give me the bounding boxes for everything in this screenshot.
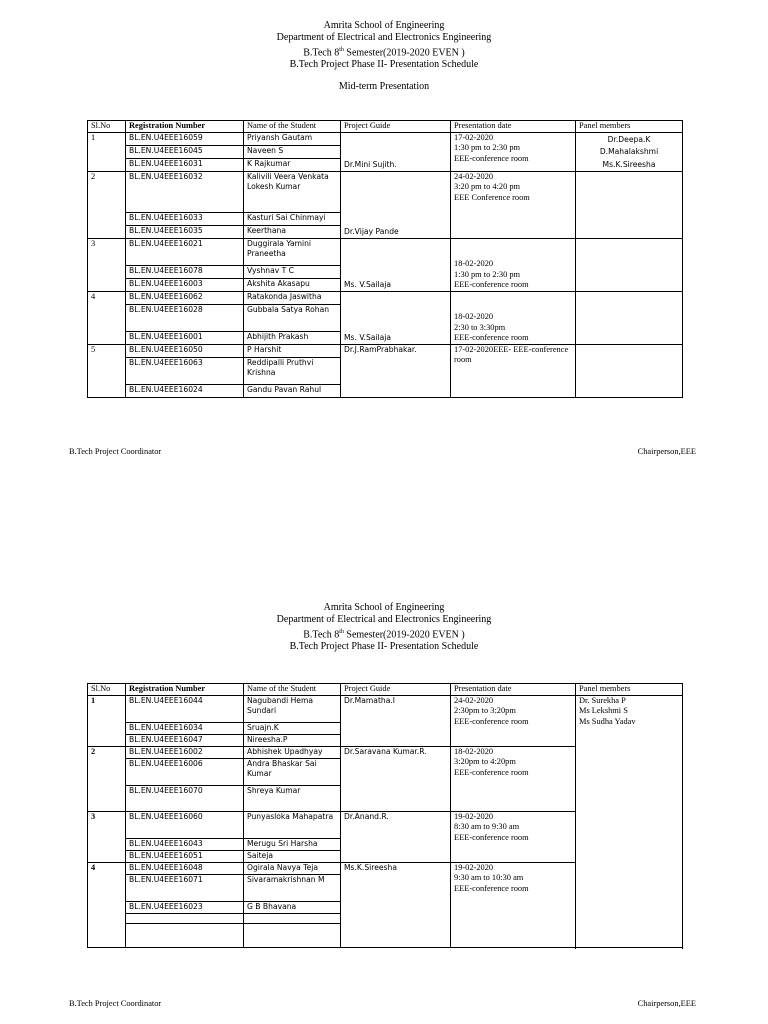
registration-number: BL.EN.U4EEE16047 xyxy=(126,734,244,746)
registration-number: BL.EN.U4EEE16045 xyxy=(126,145,244,158)
registration-number: BL.EN.U4EEE16051 xyxy=(126,850,244,862)
presentation-date: 18-02-2020 2:30 to 3:30pm EEE-conference room xyxy=(451,291,576,344)
sl-number: 4 xyxy=(88,291,126,344)
col-registration-number: Registration Number xyxy=(126,684,244,696)
student-name: G B Bhavana xyxy=(244,901,341,913)
registration-number: BL.EN.U4EEE16024 xyxy=(126,384,244,397)
department-name: Department of Electrical and Electronics Engineering xyxy=(276,32,492,43)
student-name-empty xyxy=(244,923,341,947)
student-name: Ratakonda Jaswitha xyxy=(244,291,341,304)
student-name: Merugu Sri Harsha xyxy=(244,838,341,850)
schedule-table-1 xyxy=(87,120,683,398)
schedule-table-2 xyxy=(87,683,683,948)
registration-number: BL.EN.U4EEE16031 xyxy=(126,158,244,171)
student-name: Duggirala Yamini Praneetha xyxy=(244,238,341,265)
panel-members-empty xyxy=(576,238,683,291)
registration-number-empty xyxy=(126,913,244,923)
chairperson-signature-label: Chairperson,EEE xyxy=(637,999,696,1008)
student-name: K Rajkumar xyxy=(244,158,341,171)
panel-members-empty xyxy=(576,344,683,397)
chairperson-signature-label: Chairperson,EEE xyxy=(637,447,696,456)
sl-number: 2 xyxy=(88,171,126,238)
student-name: P Harshit xyxy=(244,344,341,357)
registration-number: BL.EN.U4EEE16023 xyxy=(126,901,244,913)
registration-number: BL.EN.U4EEE16050 xyxy=(126,344,244,357)
col-registration-number: Registration Number xyxy=(126,121,244,133)
registration-number: BL.EN.U4EEE16001 xyxy=(126,331,244,344)
panel-members: Dr. Surekha P Ms Lekshmi S Ms Sudha Yadav xyxy=(576,695,683,948)
student-name: Priyansh Gautam xyxy=(244,132,341,145)
page1-header xyxy=(0,20,768,93)
col-project-guide: Project Guide xyxy=(341,121,451,133)
project-guide: Ms.K.Sireesha xyxy=(341,862,451,947)
panel-members-empty xyxy=(576,291,683,344)
student-name: Gubbala Satya Rohan xyxy=(244,304,341,331)
col-panel-members: Panel members xyxy=(576,121,683,133)
project-guide: Dr.Anand.R. xyxy=(341,811,451,862)
table-row xyxy=(88,695,683,722)
presentation-date: 17-02-2020EEE- EEE-conference room xyxy=(451,344,576,397)
presentation-date: 19-02-2020 8:30 am to 9:30 am EEE-conference room xyxy=(451,811,576,862)
registration-number: BL.EN.U4EEE16035 xyxy=(126,225,244,238)
project-guide: Dr.Mamatha.I xyxy=(341,695,451,746)
registration-number: BL.EN.U4EEE16034 xyxy=(126,722,244,734)
student-name: Keerthana xyxy=(244,225,341,238)
student-name: Andra Bhaskar Sai Kumar xyxy=(244,758,341,785)
registration-number: BL.EN.U4EEE16078 xyxy=(126,265,244,278)
registration-number: BL.EN.U4EEE16060 xyxy=(126,811,244,838)
school-name: Amrita School of Engineering xyxy=(323,20,445,31)
table-row xyxy=(88,291,683,304)
registration-number: BL.EN.U4EEE16043 xyxy=(126,838,244,850)
presentation-date: 24-02-2020 3:20 pm to 4:20 pm EEE Conference room xyxy=(451,171,576,238)
col-sl-no: Sl.No xyxy=(88,684,126,696)
student-name: Punyasloka Mahapatra xyxy=(244,811,341,838)
sl-number: 5 xyxy=(88,344,126,397)
school-name: Amrita School of Engineering xyxy=(323,602,445,613)
project-guide: Dr.Saravana Kumar.R. xyxy=(341,746,451,811)
panel-members: Dr.Deepa.K D.Mahalakshmi Ms.K.Sireesha xyxy=(576,132,683,171)
student-name: Reddipalli Pruthvi Krishna xyxy=(244,357,341,384)
project-guide: Ms. V.Sailaja xyxy=(341,291,451,344)
presentation-date: 18-02-2020 1:30 pm to 2:30 pm EEE-conference room xyxy=(451,238,576,291)
schedule-subtitle: Mid-term Presentation xyxy=(338,81,430,93)
student-name: Gandu Pavan Rahul xyxy=(244,384,341,397)
registration-number: BL.EN.U4EEE16006 xyxy=(126,758,244,785)
registration-number: BL.EN.U4EEE16059 xyxy=(126,132,244,145)
student-name: Abhijith Prakash xyxy=(244,331,341,344)
student-name: Abhishek Upadhyay xyxy=(244,746,341,758)
schedule-title: B.Tech Project Phase II- Presentation Schedule xyxy=(289,641,479,653)
presentation-date: 19-02-2020 9:30 am to 10:30 am EEE-conference room xyxy=(451,862,576,947)
registration-number: BL.EN.U4EEE16028 xyxy=(126,304,244,331)
registration-number: BL.EN.U4EEE16021 xyxy=(126,238,244,265)
col-student-name: Name of the Student xyxy=(244,121,341,133)
sl-number: 4 xyxy=(88,862,126,947)
project-guide: Dr.J.RamPrabhakar. xyxy=(341,344,451,397)
table-row xyxy=(88,132,683,145)
sl-number: 3 xyxy=(88,811,126,862)
coordinator-signature-label: B.Tech Project Coordinator xyxy=(69,447,162,456)
student-name: Saiteja xyxy=(244,850,341,862)
student-name: Sivaramakrishnan M xyxy=(244,874,341,901)
semester-line: B.Tech 8th Semester(2019-2020 EVEN ) xyxy=(303,47,465,59)
presentation-date: 18-02-2020 3:20pm to 4:20pm EEE-conference room xyxy=(451,746,576,811)
col-presentation-date: Presentation date xyxy=(451,121,576,133)
student-name: Nireesha.P xyxy=(244,734,341,746)
student-name: Kalivili Veera Venkata Lokesh Kumar xyxy=(244,171,341,212)
col-project-guide: Project Guide xyxy=(341,684,451,696)
page2-header xyxy=(0,602,768,653)
student-name: Kasturi Sai Chinmayi xyxy=(244,212,341,225)
table-row xyxy=(88,344,683,357)
registration-number: BL.EN.U4EEE16048 xyxy=(126,862,244,874)
coordinator-signature-label: B.Tech Project Coordinator xyxy=(69,999,162,1008)
col-presentation-date: Presentation date xyxy=(451,684,576,696)
table-header-row xyxy=(88,684,683,696)
project-guide: Ms. V.Sailaja xyxy=(341,238,451,291)
project-guide: Dr.Vijay Pande xyxy=(341,171,451,238)
registration-number: BL.EN.U4EEE16070 xyxy=(126,785,244,811)
sl-number: 1 xyxy=(88,132,126,171)
col-sl-no: Sl.No xyxy=(88,121,126,133)
presentation-date: 24-02-2020 2:30pm to 3:20pm EEE-conference room xyxy=(451,695,576,746)
schedule-title: B.Tech Project Phase II- Presentation Schedule xyxy=(289,59,479,71)
col-panel-members: Panel members xyxy=(576,684,683,696)
registration-number: BL.EN.U4EEE16033 xyxy=(126,212,244,225)
student-name-empty xyxy=(244,913,341,923)
registration-number: BL.EN.U4EEE16044 xyxy=(126,695,244,722)
sl-number: 1 xyxy=(88,695,126,746)
student-name: Naveen S xyxy=(244,145,341,158)
sl-number: 3 xyxy=(88,238,126,291)
registration-number: BL.EN.U4EEE16062 xyxy=(126,291,244,304)
sl-number: 2 xyxy=(88,746,126,811)
registration-number: BL.EN.U4EEE16071 xyxy=(126,874,244,901)
registration-number-empty xyxy=(126,923,244,947)
panel-members-empty xyxy=(576,171,683,238)
student-name: Ogirala Navya Teja xyxy=(244,862,341,874)
presentation-date: 17-02-2020 1:30 pm to 2:30 pm EEE-conference room xyxy=(451,132,576,171)
student-name: Nagubandi Hema Sundari xyxy=(244,695,341,722)
col-student-name: Name of the Student xyxy=(244,684,341,696)
registration-number: BL.EN.U4EEE16063 xyxy=(126,357,244,384)
registration-number: BL.EN.U4EEE16003 xyxy=(126,278,244,291)
table-row xyxy=(88,171,683,212)
student-name: Shreya Kumar xyxy=(244,785,341,811)
table-row xyxy=(88,238,683,265)
semester-line: B.Tech 8th Semester(2019-2020 EVEN ) xyxy=(303,629,465,641)
department-name: Department of Electrical and Electronics Engineering xyxy=(276,614,492,625)
registration-number: BL.EN.U4EEE16002 xyxy=(126,746,244,758)
student-name: Sruajn.K xyxy=(244,722,341,734)
project-guide: Dr.Mini Sujith. xyxy=(341,132,451,171)
student-name: Akshita Akasapu xyxy=(244,278,341,291)
student-name: Vyshnav T C xyxy=(244,265,341,278)
registration-number: BL.EN.U4EEE16032 xyxy=(126,171,244,212)
table-header-row xyxy=(88,121,683,133)
